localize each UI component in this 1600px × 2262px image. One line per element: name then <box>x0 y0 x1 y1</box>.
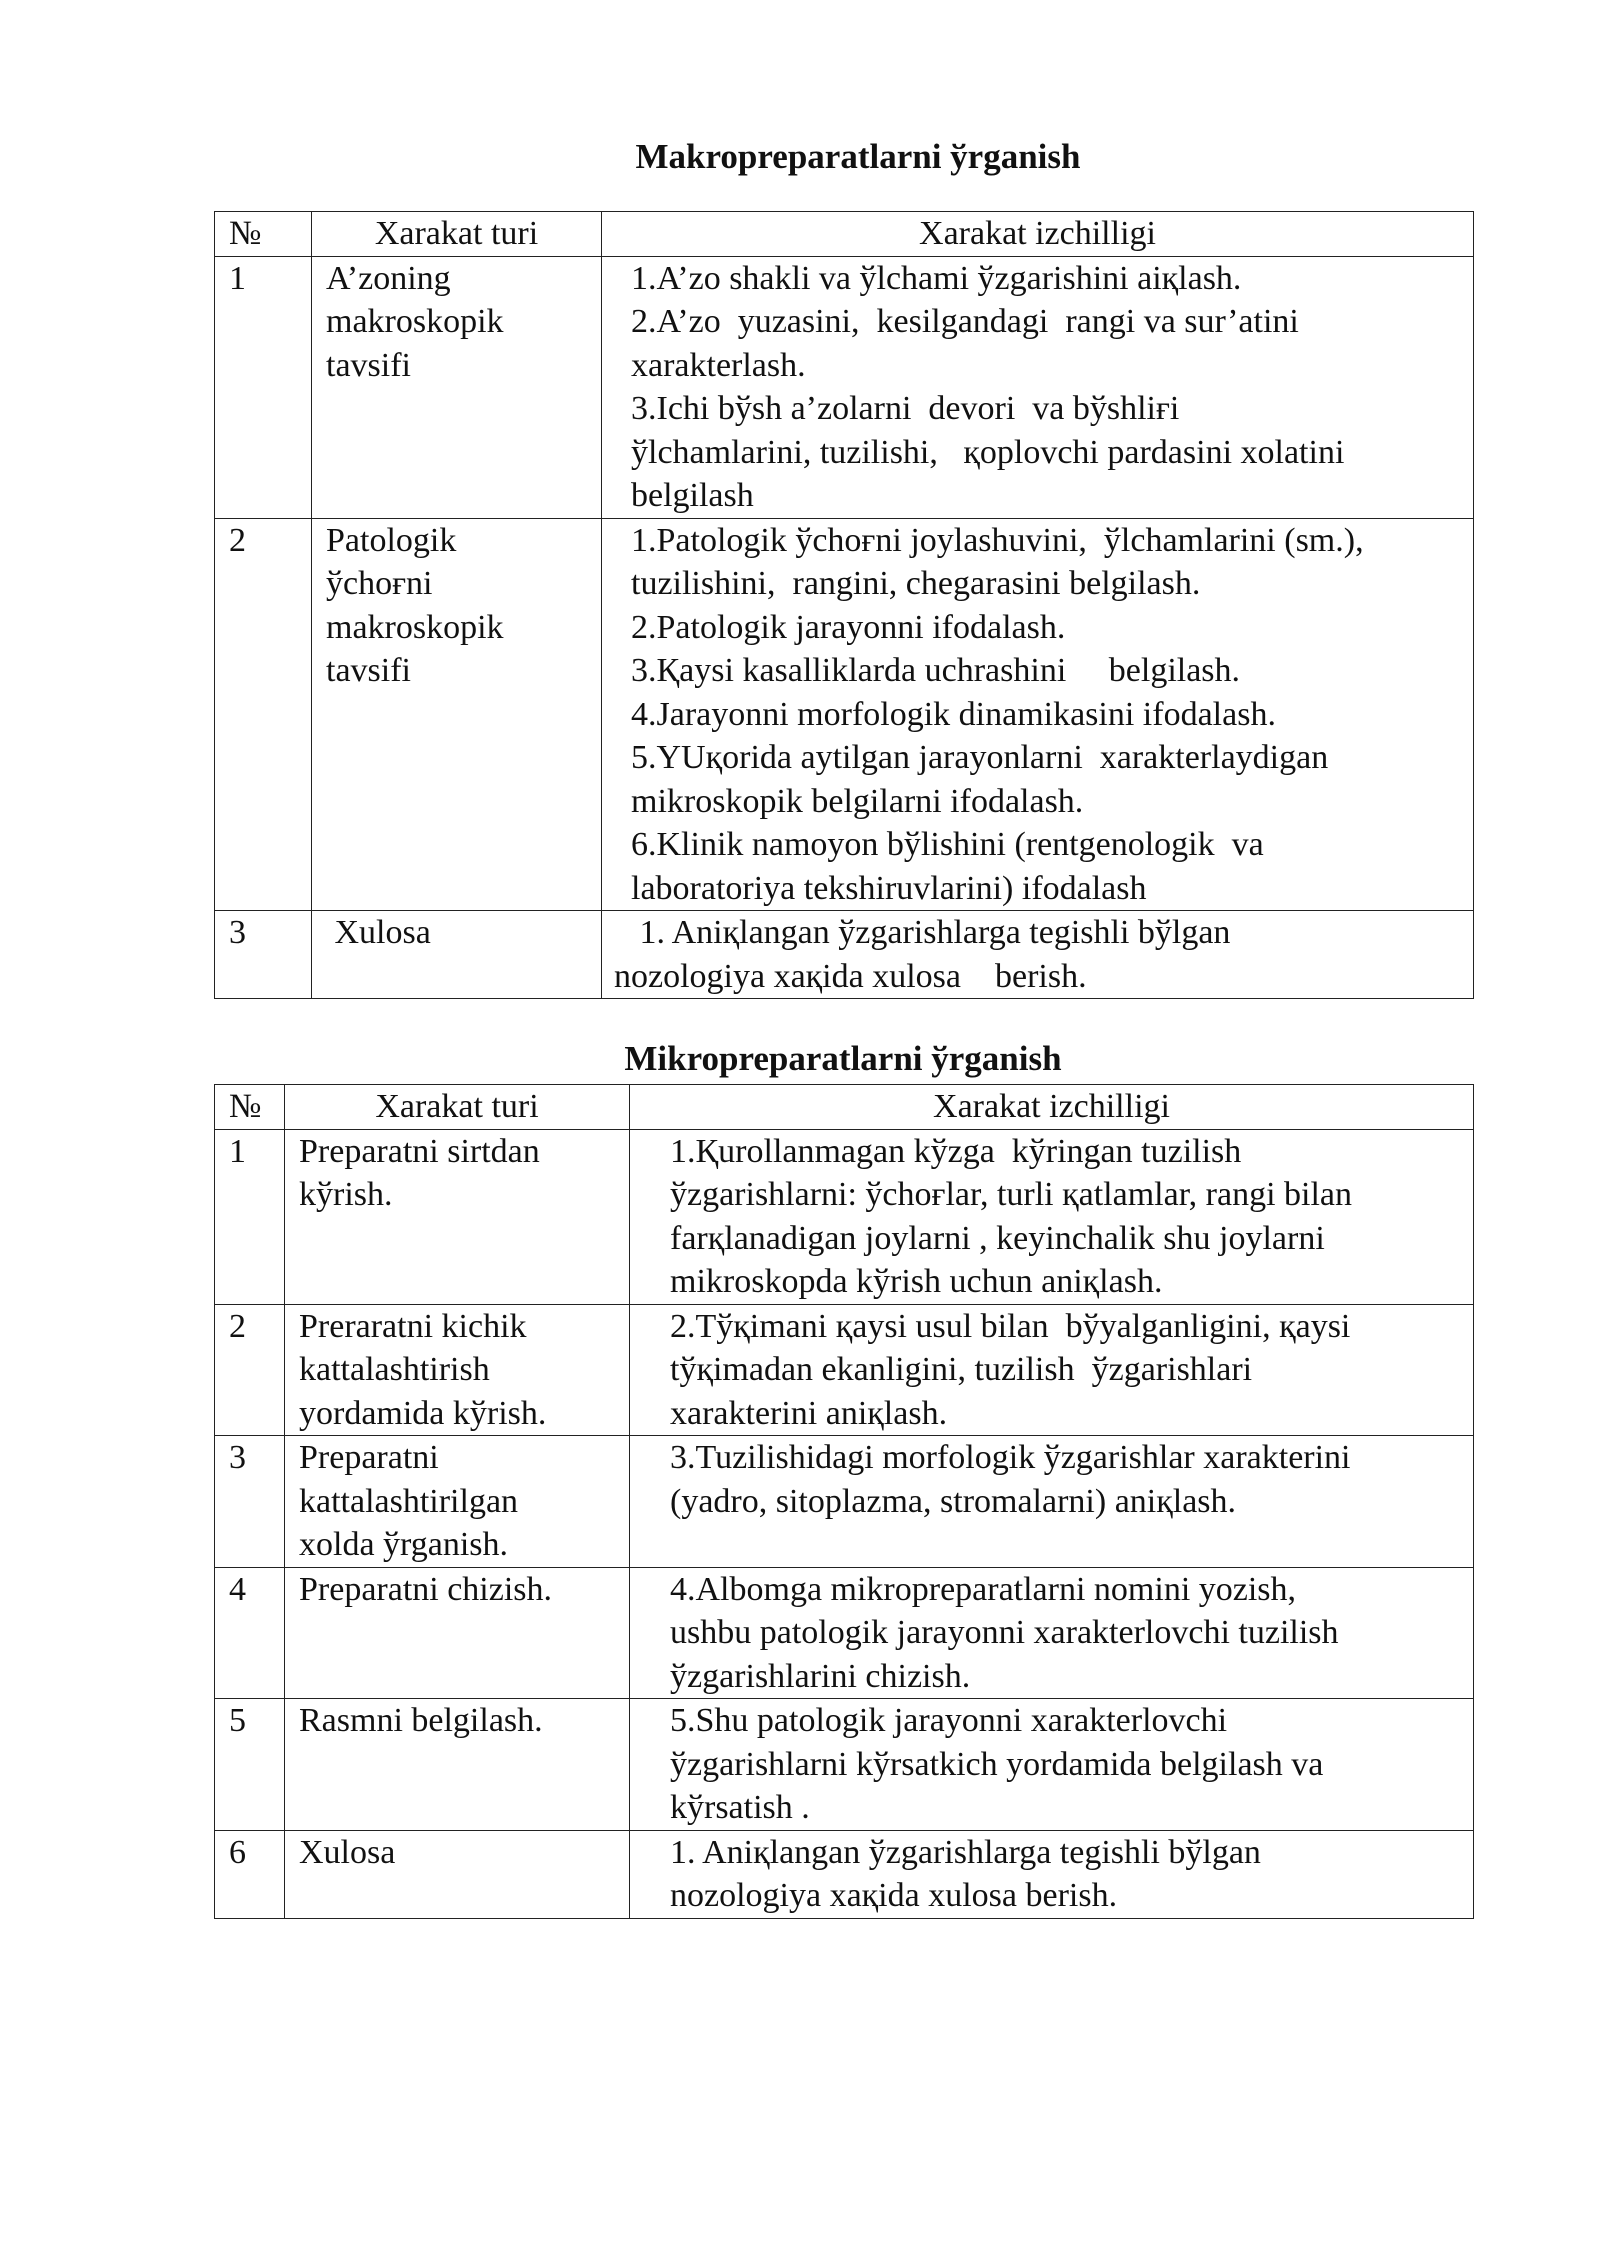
action-sequence-cell <box>630 1567 1474 1699</box>
action-sequence-line: tўқimadan ekanligini, tuzilish ўzgarishlari <box>670 1351 1253 1388</box>
action-sequence-line: nozologiya xaқida xulosa berish. <box>614 957 1087 995</box>
makro-body <box>215 256 1474 999</box>
action-sequence-cell <box>630 1830 1474 1918</box>
action-sequence-line: 5.Shu patologik jarayonni xarakterlovchi <box>670 1702 1228 1739</box>
action-sequence-line: 3.Ichi bўsh a’zolarni devori va bўshliғi <box>614 390 1180 427</box>
table-row <box>215 1830 1474 1918</box>
action-sequence-line: xarakterini aniқlash. <box>670 1394 948 1432</box>
action-sequence-line: 1. Aniқlangan ўzgarishlarga tegishli bўlgan <box>614 914 1231 951</box>
action-type-line: Xulosa <box>299 1833 396 1871</box>
row-number: 2 <box>215 1304 285 1436</box>
action-sequence-line: (yadro, sitoplazma, stromalarni) aniқlash. <box>670 1482 1237 1520</box>
action-type-line: Preparatni sirtdan <box>299 1132 540 1170</box>
action-type-line: Preparatni chizish. <box>299 1570 553 1608</box>
action-type-line: Preraratni kichik <box>299 1307 527 1345</box>
action-type-line: kattalashtirish <box>299 1351 490 1388</box>
action-type-cell <box>312 911 602 999</box>
row-number: 1 <box>215 256 312 518</box>
action-type-cell <box>285 1129 630 1304</box>
header-action-type: Xarakat turi <box>312 212 602 257</box>
action-sequence-line: 1. Aniқlangan ўzgarishlarga tegishli bўlgan <box>670 1833 1261 1871</box>
action-type-cell <box>285 1304 630 1436</box>
action-type-line: yordamida kўrish. <box>299 1394 547 1432</box>
action-sequence-line: ўzgarishlarini chizish. <box>670 1657 971 1695</box>
makro-title: Makropreparatlarni ўrganish <box>635 137 1081 176</box>
action-sequence-line: 4.Jarayonni morfologik dinamikasini ifodalash. <box>614 695 1276 733</box>
table-row <box>215 1567 1474 1699</box>
action-sequence-line: kўrsatish . <box>670 1789 810 1826</box>
action-sequence-line: 4.Albomga mikropreparatlarni nomini yozish, <box>670 1570 1297 1608</box>
mikro-title: Mikropreparatlarni ўrganish <box>624 1039 1062 1078</box>
action-type-line: Patologik <box>326 521 457 559</box>
table-row <box>215 1436 1474 1568</box>
row-number: 5 <box>215 1699 285 1831</box>
row-number: 3 <box>215 911 312 999</box>
action-sequence-line: tuzilishini, rangini, chegarasini belgilash. <box>614 565 1201 602</box>
header-num: № <box>215 212 312 257</box>
action-type-line: Preparatni <box>299 1439 439 1476</box>
action-type-line: xolda ўrganish. <box>299 1526 509 1563</box>
action-sequence-line: ўzgarishlarni kўrsatkich yordamida belgilash va <box>670 1745 1324 1783</box>
action-type-cell <box>285 1436 630 1568</box>
row-number: 2 <box>215 518 312 911</box>
action-sequence-cell <box>630 1436 1474 1568</box>
action-sequence-line: farқlanadigan joylarni , keyinchalik shu joylarni <box>670 1219 1325 1257</box>
table-row <box>215 518 1474 911</box>
row-number: 1 <box>215 1129 285 1304</box>
action-type-cell <box>285 1699 630 1831</box>
action-sequence-line: 2.Tўқimani қaysi usul bilan bўyalganligini, қaysi <box>670 1307 1351 1345</box>
table-row <box>215 1129 1474 1304</box>
table-row <box>215 1304 1474 1436</box>
action-sequence-line: 3.Tuzilishidagi morfologik ўzgarishlar xarakterini <box>670 1439 1351 1476</box>
header-action-sequence: Xarakat izchilligi <box>630 1085 1474 1130</box>
row-number: 3 <box>215 1436 285 1568</box>
action-type-line: Xulosa <box>326 914 431 951</box>
action-type-line: makroskopik <box>326 303 504 340</box>
makro-header-row <box>215 212 1474 257</box>
action-sequence-line: 3.Қaysi kasalliklarda uchrashini belgilash. <box>614 652 1241 689</box>
action-sequence-line: mikroskopik belgilarni ifodalash. <box>614 782 1084 820</box>
action-type-line: makroskopik <box>326 608 504 646</box>
action-type-cell <box>312 256 602 518</box>
row-number: 6 <box>215 1830 285 1918</box>
header-num: № <box>215 1085 285 1130</box>
action-sequence-line: laboratoriya tekshiruvlarini) ifodalash <box>614 869 1147 907</box>
action-sequence-line: 2.A’zo yuzasini, kesilgandagi rangi va sur’atini <box>614 303 1299 340</box>
action-sequence-line: 1.A’zo shakli va ўlchami ўzgarishini aiқlash. <box>614 259 1242 297</box>
action-sequence-line: 6.Klinik namoyon bўlishini (rentgenologik va <box>614 826 1264 863</box>
action-sequence-cell <box>630 1304 1474 1436</box>
action-type-line: ўchoғni <box>326 565 433 602</box>
action-type-line: tavsifi <box>326 652 411 689</box>
action-sequence-cell <box>602 256 1474 518</box>
action-sequence-line: 5.YUқorida aytilgan jarayonlarni xarakterlaydigan <box>614 739 1329 776</box>
mikro-body <box>215 1129 1474 1918</box>
action-type-cell <box>285 1830 630 1918</box>
action-sequence-cell <box>630 1699 1474 1831</box>
row-number: 4 <box>215 1567 285 1699</box>
table-row <box>215 911 1474 999</box>
action-sequence-line: mikroskopda kўrish uchun aniқlash. <box>670 1263 1163 1300</box>
action-sequence-cell <box>602 518 1474 911</box>
action-type-line: kattalashtirilgan <box>299 1482 519 1520</box>
table-row <box>215 256 1474 518</box>
action-sequence-cell <box>602 911 1474 999</box>
action-sequence-line: ўlchamlarini, tuzilishi, қoplovchi pardasini xolatini <box>614 433 1345 471</box>
action-type-cell <box>312 518 602 911</box>
action-type-line: kўrish. <box>299 1176 393 1213</box>
header-action-sequence: Xarakat izchilligi <box>602 212 1474 257</box>
action-sequence-line: ўzgarishlarni: ўchoғlar, turli қatlamlar, rangi bilan <box>670 1176 1353 1213</box>
makro-table <box>214 211 1474 999</box>
action-type-cell <box>285 1567 630 1699</box>
header-action-type: Xarakat turi <box>285 1085 630 1130</box>
action-type-line: A’zoning <box>326 259 451 297</box>
action-type-line: tavsifi <box>326 346 411 384</box>
mikro-header-row <box>215 1085 1474 1130</box>
action-sequence-line: 2.Patologik jarayonni ifodalash. <box>614 608 1066 646</box>
action-sequence-line: belgilash <box>614 477 754 514</box>
action-type-line: Rasmni belgilash. <box>299 1702 543 1739</box>
action-sequence-line: 1.Patologik ўchoғni joylashuvini, ўlchamlarini (sm.), <box>614 521 1364 559</box>
table-row <box>215 1699 1474 1831</box>
mikro-table <box>214 1084 1474 1919</box>
action-sequence-line: ushbu patologik jarayonni xarakterlovchi tuzilish <box>670 1614 1339 1651</box>
action-sequence-line: nozologiya xaқida xulosa berish. <box>670 1877 1118 1914</box>
action-sequence-line: xarakterlash. <box>614 346 806 384</box>
action-sequence-line: 1.Қurollanmagan kўzga kўringan tuzilish <box>670 1132 1242 1170</box>
action-sequence-cell <box>630 1129 1474 1304</box>
